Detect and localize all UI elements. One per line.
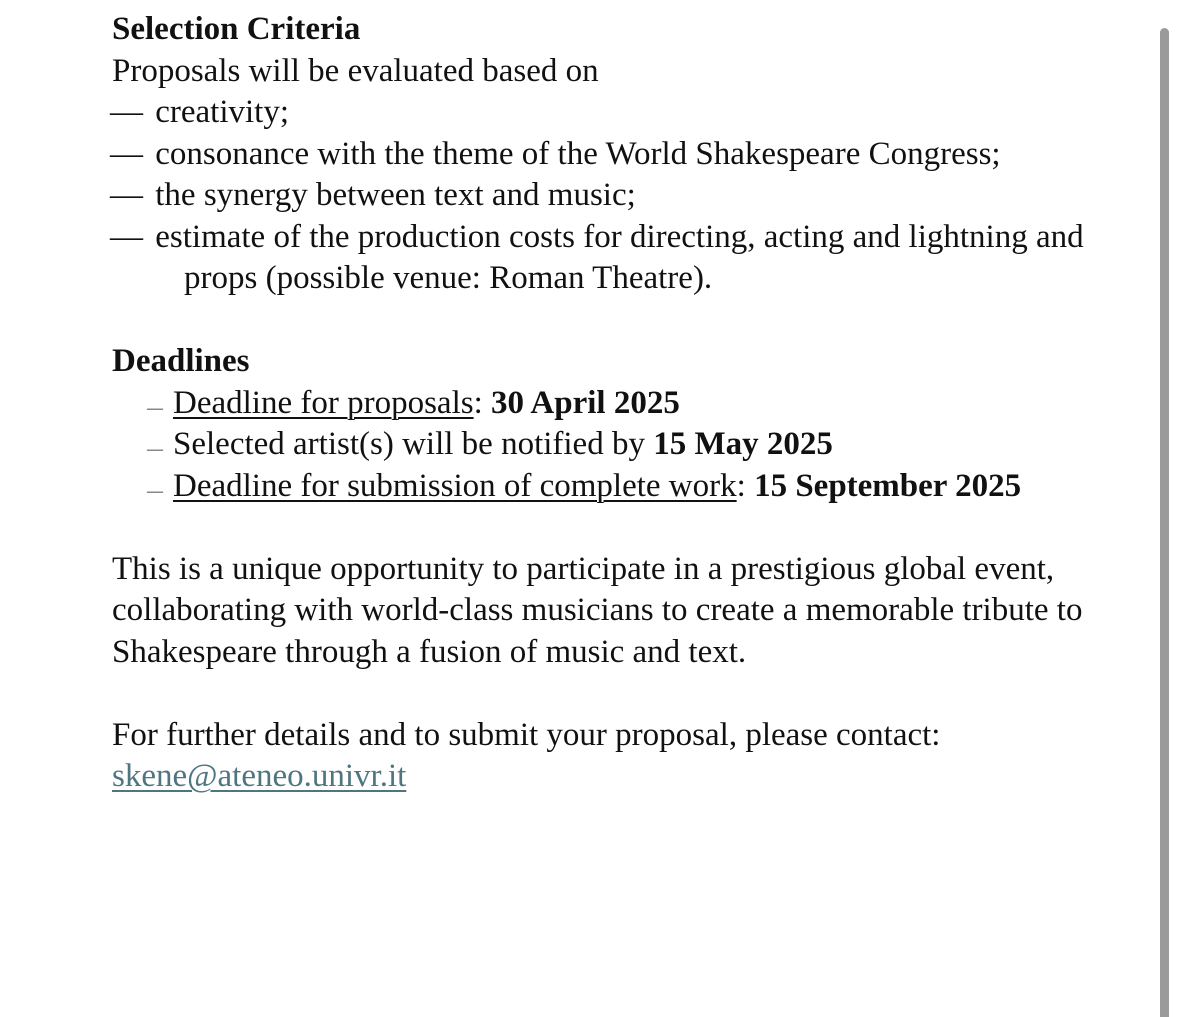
document-body	[112, 9, 1132, 798]
deadline-date: 15 September 2025	[754, 467, 1022, 504]
deadline-item-submission: — Deadline for submission of complete work: 15 September 2025	[147, 467, 1022, 504]
spacer	[112, 673, 1132, 715]
deadline-label: Deadline for proposals	[173, 384, 474, 421]
deadlines-heading: Deadlines	[112, 343, 250, 379]
spacer	[112, 507, 1132, 549]
contact-text: For further details and to submit your proposal, please contact:	[112, 716, 941, 753]
deadline-item-notification	[112, 424, 1132, 466]
contact-email-link[interactable]: skene@ateneo.univr.it	[112, 758, 407, 794]
criteria-item: — the synergy between text and music;	[110, 177, 636, 213]
criteria-item: — consonance with the theme of the World Shakespeare Congress;	[110, 135, 1001, 172]
deadline-date: 30 April 2025	[491, 384, 680, 421]
spacer	[112, 300, 1132, 342]
selection-criteria-heading: Selection Criteria	[112, 11, 361, 47]
deadline-date: 15 May 2025	[653, 426, 833, 462]
selection-intro: Proposals will be evaluated based on	[112, 52, 599, 89]
criteria-item: — creativity;	[110, 94, 290, 130]
dash-bullet: —	[147, 399, 163, 417]
deadline-label: Selected artist(s) will be notified by	[173, 426, 654, 462]
deadline-item-proposals: — Deadline for proposals: 30 April 2025	[147, 384, 680, 421]
dash-bullet: —	[147, 482, 163, 500]
dash-bullet: —	[147, 441, 163, 458]
criteria-item: — estimate of the production costs for directing, acting and lightning and props (possible venue: Roman Theatre).	[110, 218, 1084, 296]
vertical-scrollbar[interactable]	[1160, 28, 1169, 1017]
deadline-label: Deadline for submission of complete work	[173, 467, 737, 504]
opportunity-paragraph: This is a unique opportunity to participate in a prestigious global event, collaborating with world-class musicians to create a memorable tribute to Shakespeare through a fusion of music and text.	[112, 550, 1083, 670]
